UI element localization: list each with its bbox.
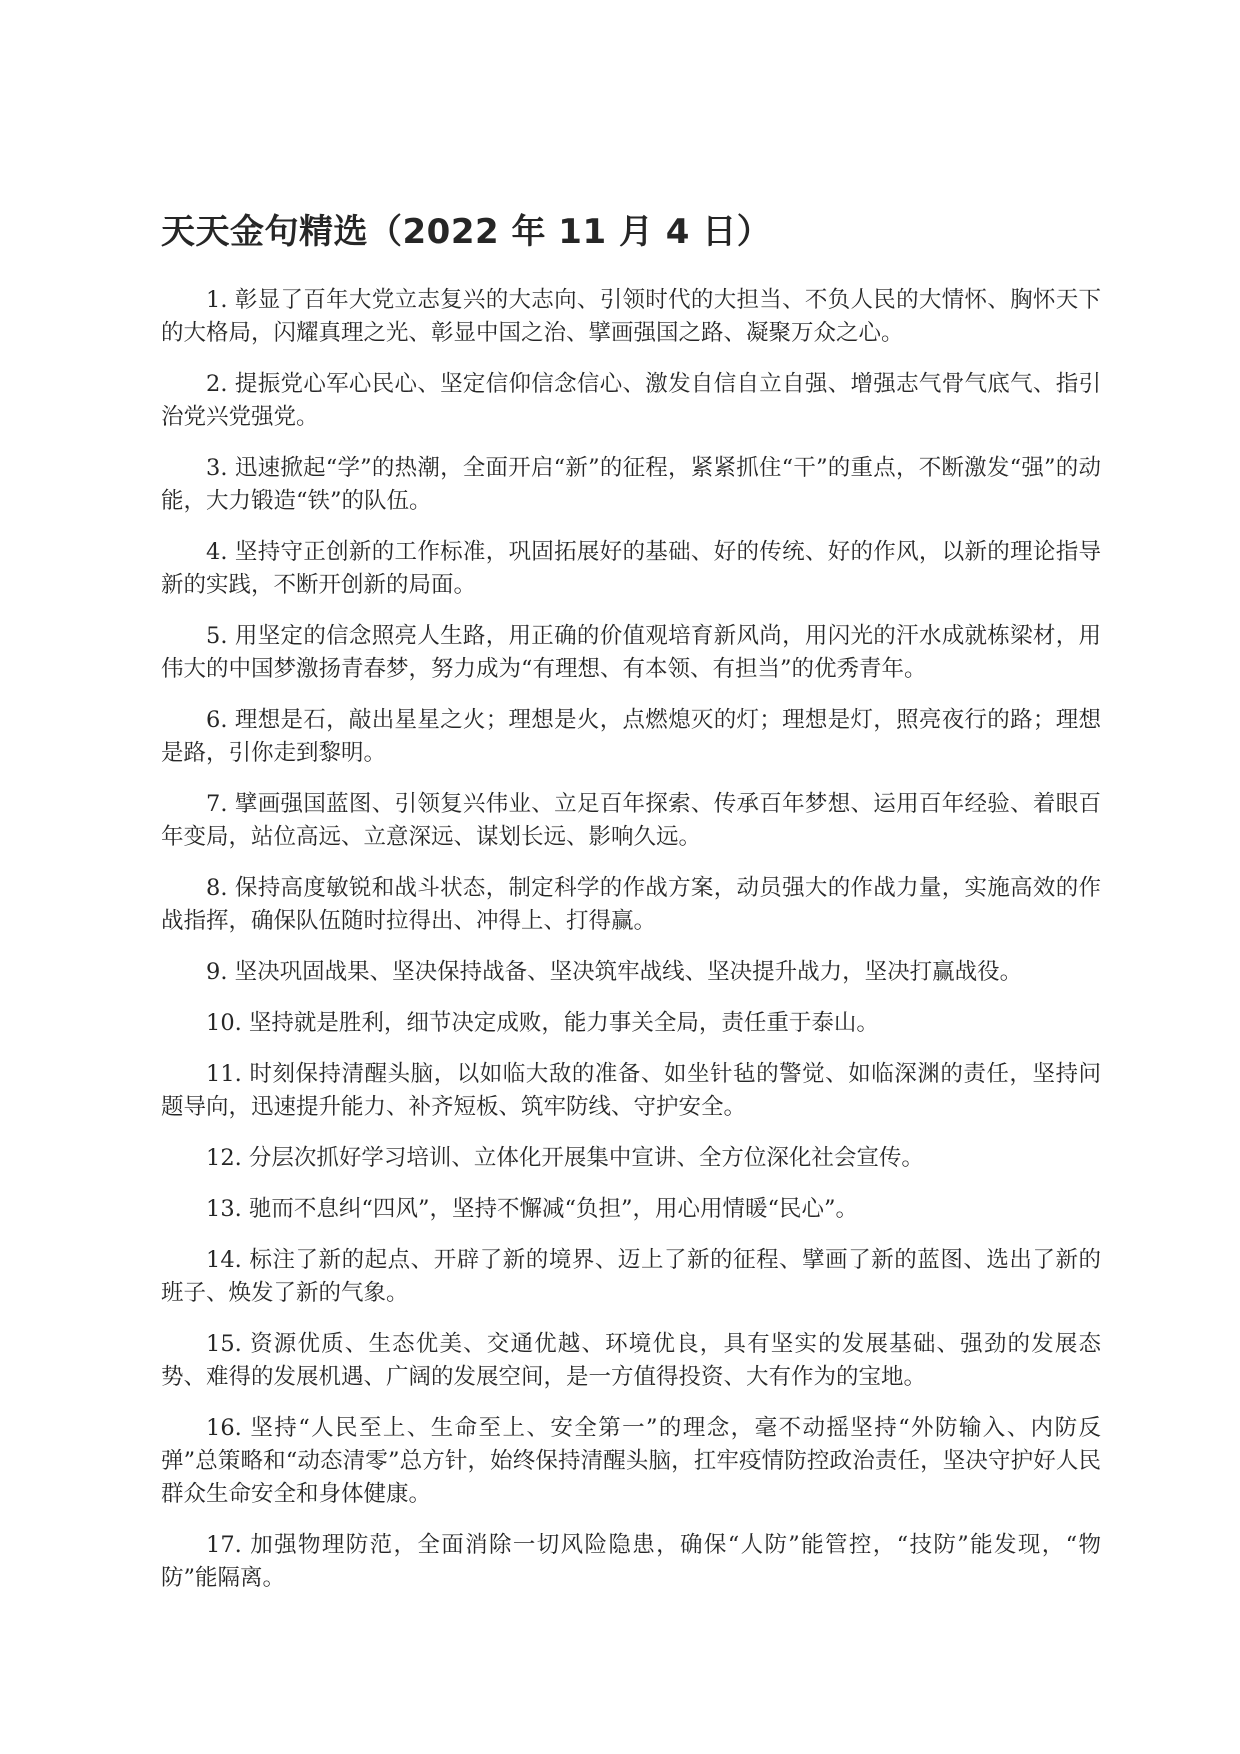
paragraph-8: 8. 保持高度敏锐和战斗状态，制定科学的作战方案，动员强大的作战力量，实施高效的作战指挥，确保队伍随时拉得出、冲得上、打得赢。	[161, 875, 1101, 934]
paragraph-16: 16. 坚持“人民至上、生命至上、安全第一”的理念，毫不动摇坚持“外防输入、内防反弹”总策略和“动态清零”总方针，始终保持清醒头脑，扛牢疫情防控政治责任，坚决守护好人民群众生命安全和身体健康。	[161, 1415, 1101, 1507]
paragraph-3: 3. 迅速掀起“学”的热潮，全面开启“新”的征程，紧紧抓住“干”的重点，不断激发“强”的动能，大力锻造“铁”的队伍。	[161, 455, 1101, 514]
page-title: 天天金句精选（2022 年 11 月 4 日）	[161, 212, 772, 252]
paragraph-list	[161, 284, 1101, 1595]
paragraph-9: 9. 坚决巩固战果、坚决保持战备、坚决筑牢战线、坚决提升战力，坚决打赢战役。	[206, 959, 1023, 985]
paragraph-7: 7. 擘画强国蓝图、引领复兴伟业、立足百年探索、传承百年梦想、运用百年经验、着眼百年变局，站位高远、立意深远、谋划长远、影响久远。	[161, 791, 1101, 850]
paragraph-2: 2. 提振党心军心民心、坚定信仰信念信心、激发自信自立自强、增强志气骨气底气、指引治党兴党强党。	[161, 371, 1101, 430]
paragraph-1: 1. 彰显了百年大党立志复兴的大志向、引领时代的大担当、不负人民的大情怀、胸怀天下的大格局，闪耀真理之光、彰显中国之治、擘画强国之路、凝聚万众之心。	[161, 287, 1101, 346]
paragraph-4: 4. 坚持守正创新的工作标准，巩固拓展好的基础、好的传统、好的作风，以新的理论指导新的实践，不断开创新的局面。	[161, 539, 1101, 598]
document-page	[161, 210, 1101, 1613]
paragraph-11: 11. 时刻保持清醒头脑，以如临大敌的准备、如坐针毡的警觉、如临深渊的责任，坚持问题导向，迅速提升能力、补齐短板、筑牢防线、守护安全。	[161, 1061, 1101, 1120]
paragraph-14: 14. 标注了新的起点、开辟了新的境界、迈上了新的征程、擘画了新的蓝图、选出了新的班子、焕发了新的气象。	[161, 1247, 1101, 1306]
paragraph-17: 17. 加强物理防范，全面消除一切风险隐患，确保“人防”能管控，“技防”能发现，“物防”能隔离。	[161, 1532, 1101, 1591]
paragraph-15: 15. 资源优质、生态优美、交通优越、环境优良，具有坚实的发展基础、强劲的发展态势、难得的发展机遇、广阔的发展空间，是一方值得投资、大有作为的宝地。	[161, 1331, 1101, 1390]
paragraph-6: 6. 理想是石，敲出星星之火；理想是火，点燃熄灭的灯；理想是灯，照亮夜行的路；理想是路，引你走到黎明。	[161, 707, 1101, 766]
paragraph-5: 5. 用坚定的信念照亮人生路，用正确的价值观培育新风尚，用闪光的汗水成就栋梁材，用伟大的中国梦激扬青春梦，努力成为“有理想、有本领、有担当”的优秀青年。	[161, 623, 1101, 682]
paragraph-12: 12. 分层次抓好学习培训、立体化开展集中宣讲、全方位深化社会宣传。	[206, 1145, 924, 1171]
paragraph-13: 13. 驰而不息纠“四风”，坚持不懈减“负担”，用心用情暖“民心”。	[206, 1196, 858, 1222]
paragraph-10: 10. 坚持就是胜利，细节决定成败，能力事关全局，责任重于泰山。	[206, 1010, 879, 1036]
